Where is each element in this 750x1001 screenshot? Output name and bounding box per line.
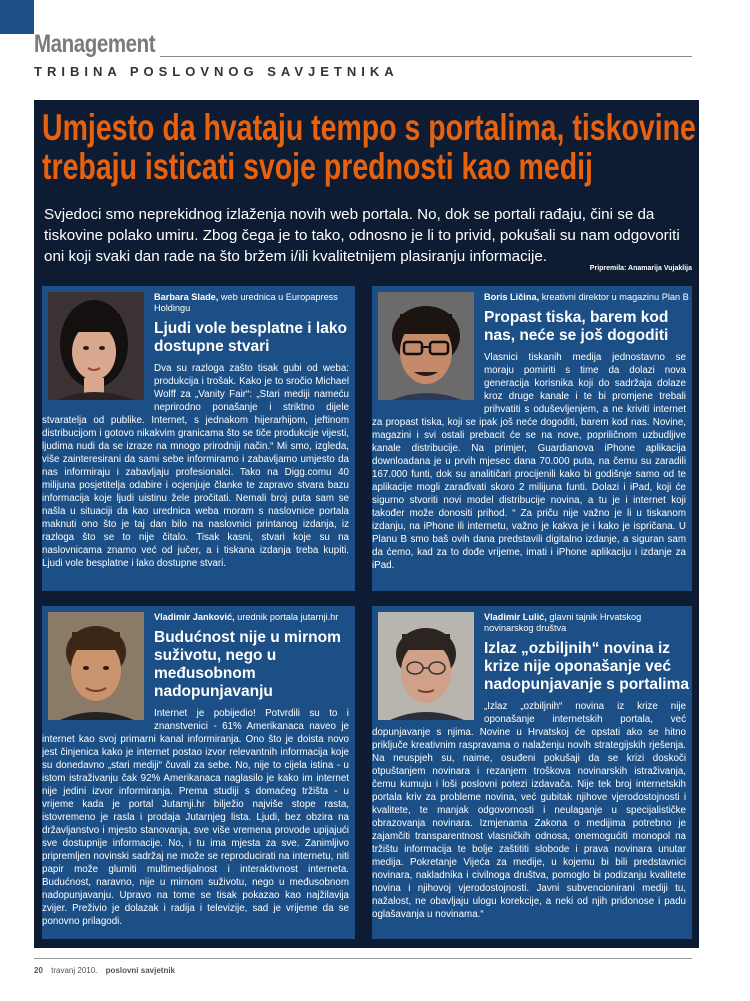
card-body: Dva su razloga zašto tisak gubi od weba: produkcija i trošak. Kako je to sročio Michael Wolff za „Vanity Fair“: „Stari mediji nameću neprirodno ponašanje i striktno dijele stvaratelja od publike. Internet, s jednakom hijerarhijom, jeftinom distribucijom i gotovo nikakvim granicama što se tiče produkcije vijesti, ljudima nudi da se izraze na mnogo prirodniji način.“ Mi smo, izgleda, više zainteresirani da sami sebe informiramo i zabavljamo umjesto da nas informiraju i zabavljaju profesionalci. Tako na Digg.comu 40 milijuna posjetitelja odabire i ocjenjuje članke te zapravo stvara bazu informacija koje ljudi uistinu žele pročitati. Nemali broj puta sam se našla u situaciji da kao urednica weba moram s naslovnice portala maknuti ono što je taj dan bilo na naslovnici printanog izdanja, iz razloga što se to nije čitalo. Tisak kasni, stvari koje su na naslovnicama znamo već od jučer, a i tiskana izdanja treba kupiti. Ljudi vole besplatne i lako dostupne stvari. [42, 363, 349, 569]
author-credit: Pripremila: Anamarija Vujaklija [589, 265, 692, 272]
portrait-man-icon [48, 612, 144, 720]
headline-line-1: Umjesto da hvataju tempo s portalima, tiskovine [42, 107, 696, 148]
portrait-photo [48, 292, 144, 400]
card-body: „Izlaz „ozbiljnih“ novina iz krize nije oponašanje internetskih portala, već dopunjavanje s njima. Novine u Hrvatskoj će opstati ako se hitno priključe kreativnim raspravama o nalaženju novih strategijskih rješenja. Na neuspjeh su, naime, osuđeni pokušaji da se krizi doskoči otpuštanjem novinara i rezanjem troškova novinarskih istraživanja, čemu kumuju i loši poslovni potezi izdavača. Nije tek broj internetskih portala kriv za probleme novina, već gubitak njihove vjerodostojnosti i kvalitete, te manjak odgovornosti i neulaganje u specijalističke obrazovanja novinara. Izmjenama Zakona o medijima potrebno je zajamčiti transparentnost vlasničkih odnosa, onemogućiti monopol na tržištu informacija te bolje zaštititi slobode i prava novinara unutar medija. Pokretanje Vijeća za medije, u kojemu bi bili predstavnici novinara, nakladnika i civilnoga društva, pomoglo bi podizanju kvalitete novina i njihovoj vjerodostojnosti. Javni subvencionirani mediji tu, nažalost, ne obavljaju ulogu korekcije, a neki od njih pridonose i padu oglašavanja u novinama.“ [372, 701, 686, 920]
lead-paragraph: Svjedoci smo neprekidnog izlaženja novih web portala. No, dok se portali rađaju, čini se da tiskovine polako umiru. Zbog čega je to tako, odnosno je li to privid, pokušali su nam odgovoriti oni koji svaki dan rade na što bržem i/ili kvalitetnijem plasiranju informacije. [44, 206, 680, 265]
portrait-man-glasses-icon [378, 292, 474, 400]
author-role: glavni tajnik Hrvatskog novinarskog društva [484, 612, 642, 633]
author-name: Vladimir Janković, [154, 612, 235, 622]
footer-rule [34, 958, 692, 959]
portrait-woman-icon [48, 292, 144, 400]
portrait-photo [378, 292, 474, 400]
page-footer [34, 966, 175, 975]
headline-line-2: trebaju isticati svoje prednosti kao medij [42, 146, 593, 187]
issue-date: travanj 2010. [51, 966, 98, 975]
portrait-photo [378, 612, 474, 720]
page-number: 20 [34, 966, 43, 975]
card-body: Internet je pobijedio! Potvrdili su to i znanstvenici - 61% Amerikanaca naveo je internet kao svoj primarni kanal informiranja. Ono što je doista novo jest činjenica kako je internet postao izvor relevantnih informacija koje su donedavno „stari mediji“ čuvali za sebe. No, nije to cijela istina - u istom istraživanju čak 92% Amerikanaca naglasilo je kako im internet nije jedini izvor informiranja. Prema studiji s domaćeg tržišta - u vrijeme kada je portal Jutarnji.hr bilježio najviše stope rasta, istovremeno je rasla i prodaja Jutarnjeg lista. Ljudi, bez obzira na državljanstvo i mjesto stanovanja, sve više vremena provode upijajući sve dostupnije informacije. No, i tu ima mjesta za sve. Zanimljivo pripremljen novinski sadržaj ne može se reproducirati na internetu, niti papir može glumiti multimedijalnost i interaktivnost interneta. Budućnost, naravno, nije u mirnom suživotu, nego u međusobnom nadopunjavanju. Upravo na tome se tisak pokazao kao najžilavija zvijer. Preživio je dolazak i radija i televizije, sad je vrijeme da se ponovno prilagodi. [42, 708, 349, 927]
corner-accent [0, 0, 34, 34]
opinion-card-lulic [372, 606, 692, 939]
author-role: web urednica u Europapress Holdingu [154, 292, 338, 313]
card-title: Izlaz „ozbiljnih“ novina iz krize nije oponašanje već nadopunjavanje s portalima [484, 640, 689, 693]
author-role: urednik portala jutarnji.hr [234, 612, 339, 622]
portrait-photo [48, 612, 144, 720]
section-title: Management [34, 30, 156, 58]
portrait-man-glasses-icon [378, 612, 474, 720]
opinion-card-licina [372, 286, 692, 591]
card-title: Budućnost nije u mirnom suživotu, nego u međusobnom nadopunjavanju [154, 629, 341, 700]
headline [42, 107, 696, 187]
section-subtitle: TRIBINA POSLOVNOG SAVJETNIKA [34, 64, 399, 79]
card-title: Propast tiska, barem kod nas, neće se još dogoditi [484, 309, 669, 344]
author-name: Boris Ličina, [484, 292, 540, 302]
author-name: Vladimir Lulić, [484, 612, 547, 622]
magazine-name: poslovni savjetnik [105, 966, 175, 975]
card-body: Vlasnici tiskanih medija jednostavno se moraju pomiriti s time da dolazi nova generacija korisnika koji do sadržaja dolaze kroz druge kanale i te bi promjene trebali prihvatiti s oduševljenjem, a ne kriviti internet za propast tiska, koji se ipak još neće dogoditi, barem kod nas. Novine, magazini i svi ostali prebacit će se na nove, popriličnom uzbudljive kanale distribucije. Na primjer, Guardianova iPhone aplikacija downloadana je u prvih mjesec dana 70.000 puta, na čemu su zaradili 167.000 funti, dok su analitičari procijenili kako bi godišnje samo od te aplikacije mogli zarađivati skoro 2 milijuna funti. Dolazi i iPad, koji će sigurno stvoriti novi model distribucije novina, a tu je i internet koji također može donositi prihod. “ Za priču nije važno je li u tiskanom izdanju, na iPhone ili internetu, važno je kakva je i kako je ispričana. U Planu B smo baš ovih dana predstavili digitalno izdanje, a siguran sam da ćemo, kad za to dođe vrijeme, imati i iPhone aplikaciju i izdanje za iPad. [372, 352, 686, 571]
card-title: Ljudi vole besplatne i lako dostupne stvari [154, 320, 347, 355]
opinion-card-slade [42, 286, 355, 591]
section-rule [160, 56, 692, 57]
author-name: Barbara Slade, [154, 292, 219, 302]
author-role: kreativni direktor u magazinu Plan B [539, 292, 689, 302]
opinion-card-jankovic [42, 606, 355, 939]
